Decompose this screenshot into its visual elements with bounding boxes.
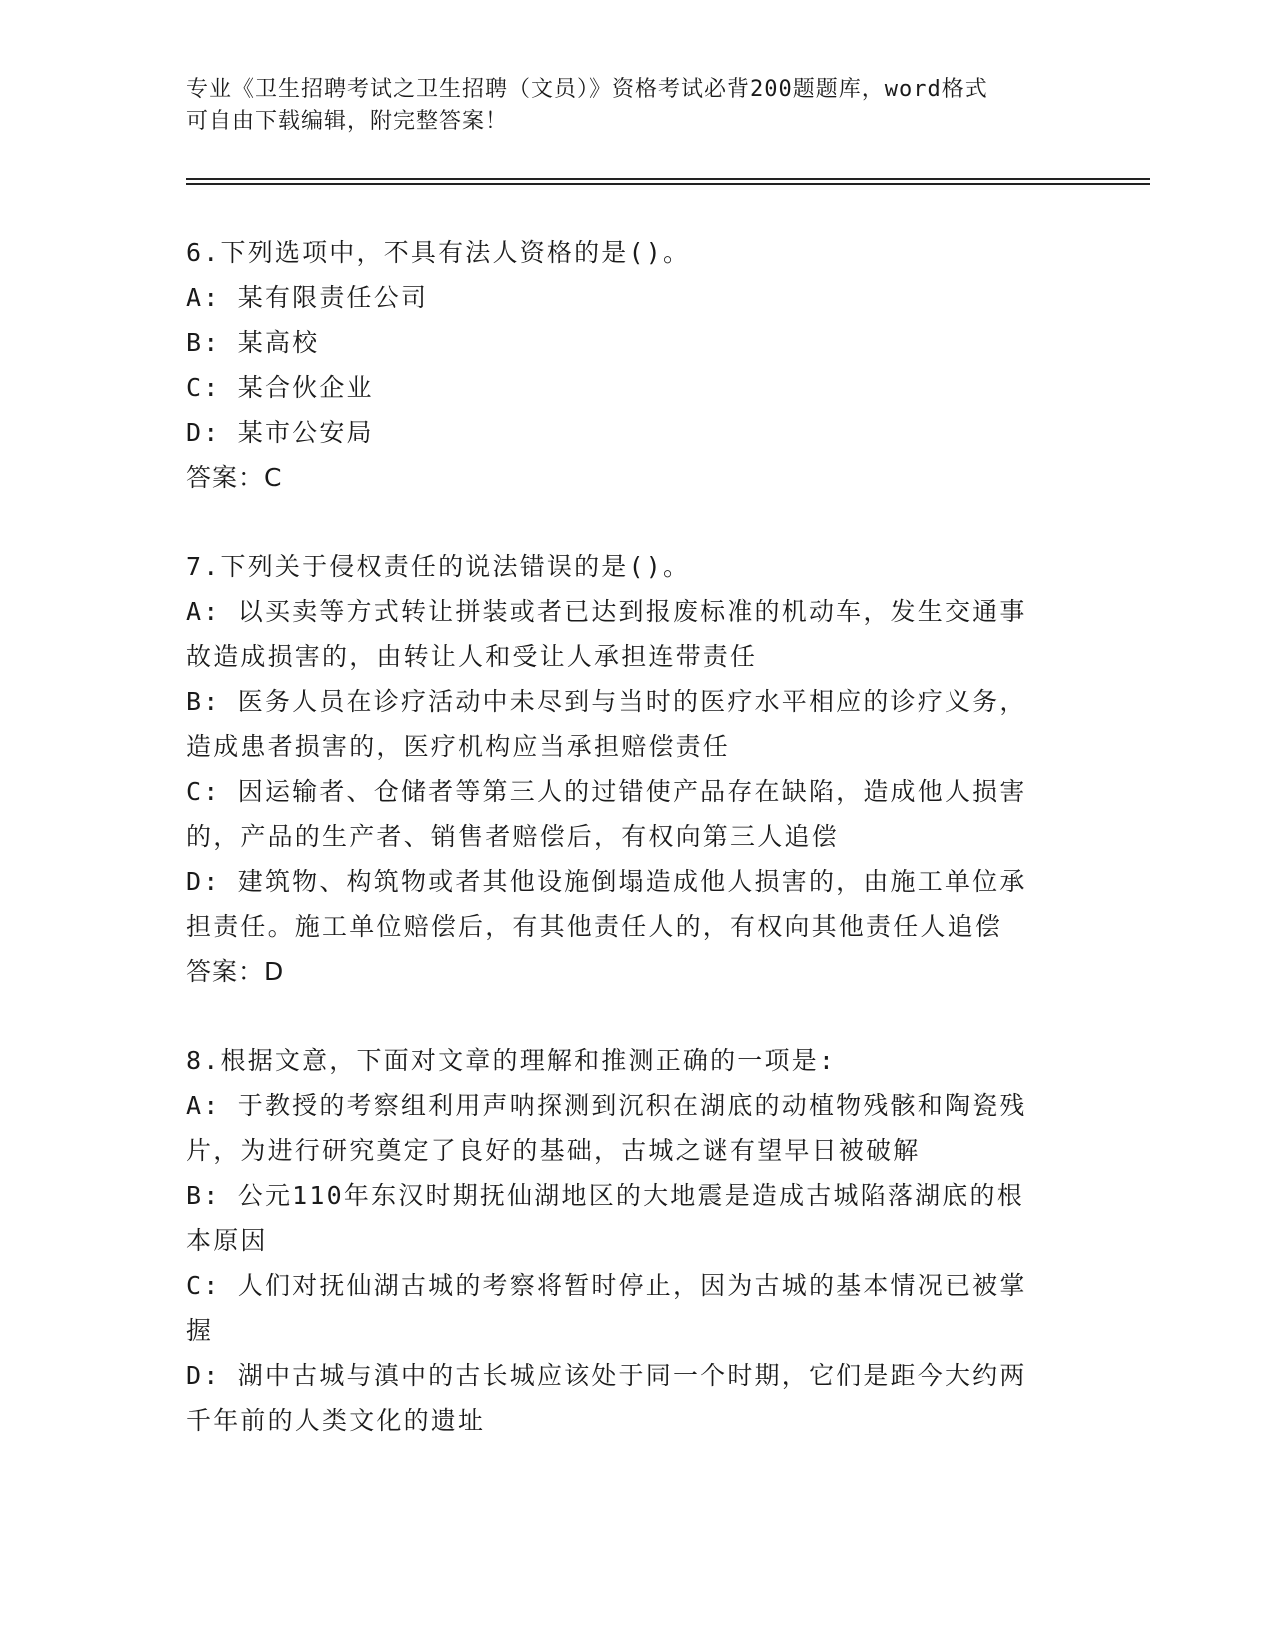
option-line: D: 建筑物、构筑物或者其他设施倒塌造成他人损害的，由施工单位承 [186, 867, 1027, 896]
option-line: 千年前的人类文化的遗址 [186, 1406, 486, 1435]
question-8 [186, 1038, 1086, 1443]
option-a: A: 某有限责任公司 [186, 283, 429, 312]
option-b: B: 某高校 [186, 328, 320, 357]
option-line: B: 公元110年东汉时期抚仙湖地区的大地震是造成古城陷落湖底的根 [186, 1181, 1024, 1210]
question-text: 8.根据文意，下面对文章的理解和推测正确的一项是: [186, 1046, 837, 1075]
answer: 答案：D [186, 957, 285, 986]
answer: 答案：C [186, 463, 283, 492]
question-list [186, 230, 1086, 1443]
option-line: 担责任。施工单位赔偿后，有其他责任人的，有权向其他责任人追偿 [186, 912, 1003, 941]
option-line: 故造成损害的，由转让人和受让人承担连带责任 [186, 642, 758, 671]
option-b [186, 679, 1086, 769]
option-d [186, 859, 1086, 949]
header-divider [186, 178, 1150, 180]
option-line: C: 人们对抚仙湖古城的考察将暂时停止，因为古城的基本情况已被掌 [186, 1271, 1027, 1300]
option-c [186, 1263, 1086, 1353]
option-b [186, 1173, 1086, 1263]
option-line: B: 医务人员在诊疗活动中未尽到与当时的医疗水平相应的诊疗义务， [186, 687, 1027, 716]
option-d [186, 1353, 1086, 1443]
question-7 [186, 544, 1086, 994]
option-c: C: 某合伙企业 [186, 373, 374, 402]
header-line: 可自由下载编辑，附完整答案！ [186, 109, 509, 134]
question-6 [186, 230, 1086, 500]
question-text: 6.下列选项中，不具有法人资格的是()。 [186, 238, 691, 267]
option-line: 本原因 [186, 1226, 268, 1255]
header-divider [186, 183, 1150, 185]
option-line: 片，为进行研究奠定了良好的基础，古城之谜有望早日被破解 [186, 1136, 921, 1165]
option-line: 造成患者损害的，医疗机构应当承担赔偿责任 [186, 732, 731, 761]
option-line: D: 湖中古城与滇中的古长城应该处于同一个时期，它们是距今大约两 [186, 1361, 1027, 1390]
header-line: 专业《卫生招聘考试之卫生招聘（文员）》资格考试必背200题题库，word格式 [186, 77, 988, 102]
option-line: A: 于教授的考察组利用声呐探测到沉积在湖底的动植物残骸和陶瓷残 [186, 1091, 1027, 1120]
option-line: C: 因运输者、仓储者等第三人的过错使产品存在缺陷，造成他人损害 [186, 777, 1027, 806]
option-line: 握 [186, 1316, 214, 1345]
option-line: A: 以买卖等方式转让拼装或者已达到报废标准的机动车，发生交通事 [186, 597, 1027, 626]
document-header [186, 74, 1066, 138]
option-d: D: 某市公安局 [186, 418, 374, 447]
question-text: 7.下列关于侵权责任的说法错误的是()。 [186, 552, 691, 581]
option-line: 的，产品的生产者、销售者赔偿后，有权向第三人追偿 [186, 822, 839, 851]
option-a [186, 1083, 1086, 1173]
option-a [186, 589, 1086, 679]
option-c [186, 769, 1086, 859]
